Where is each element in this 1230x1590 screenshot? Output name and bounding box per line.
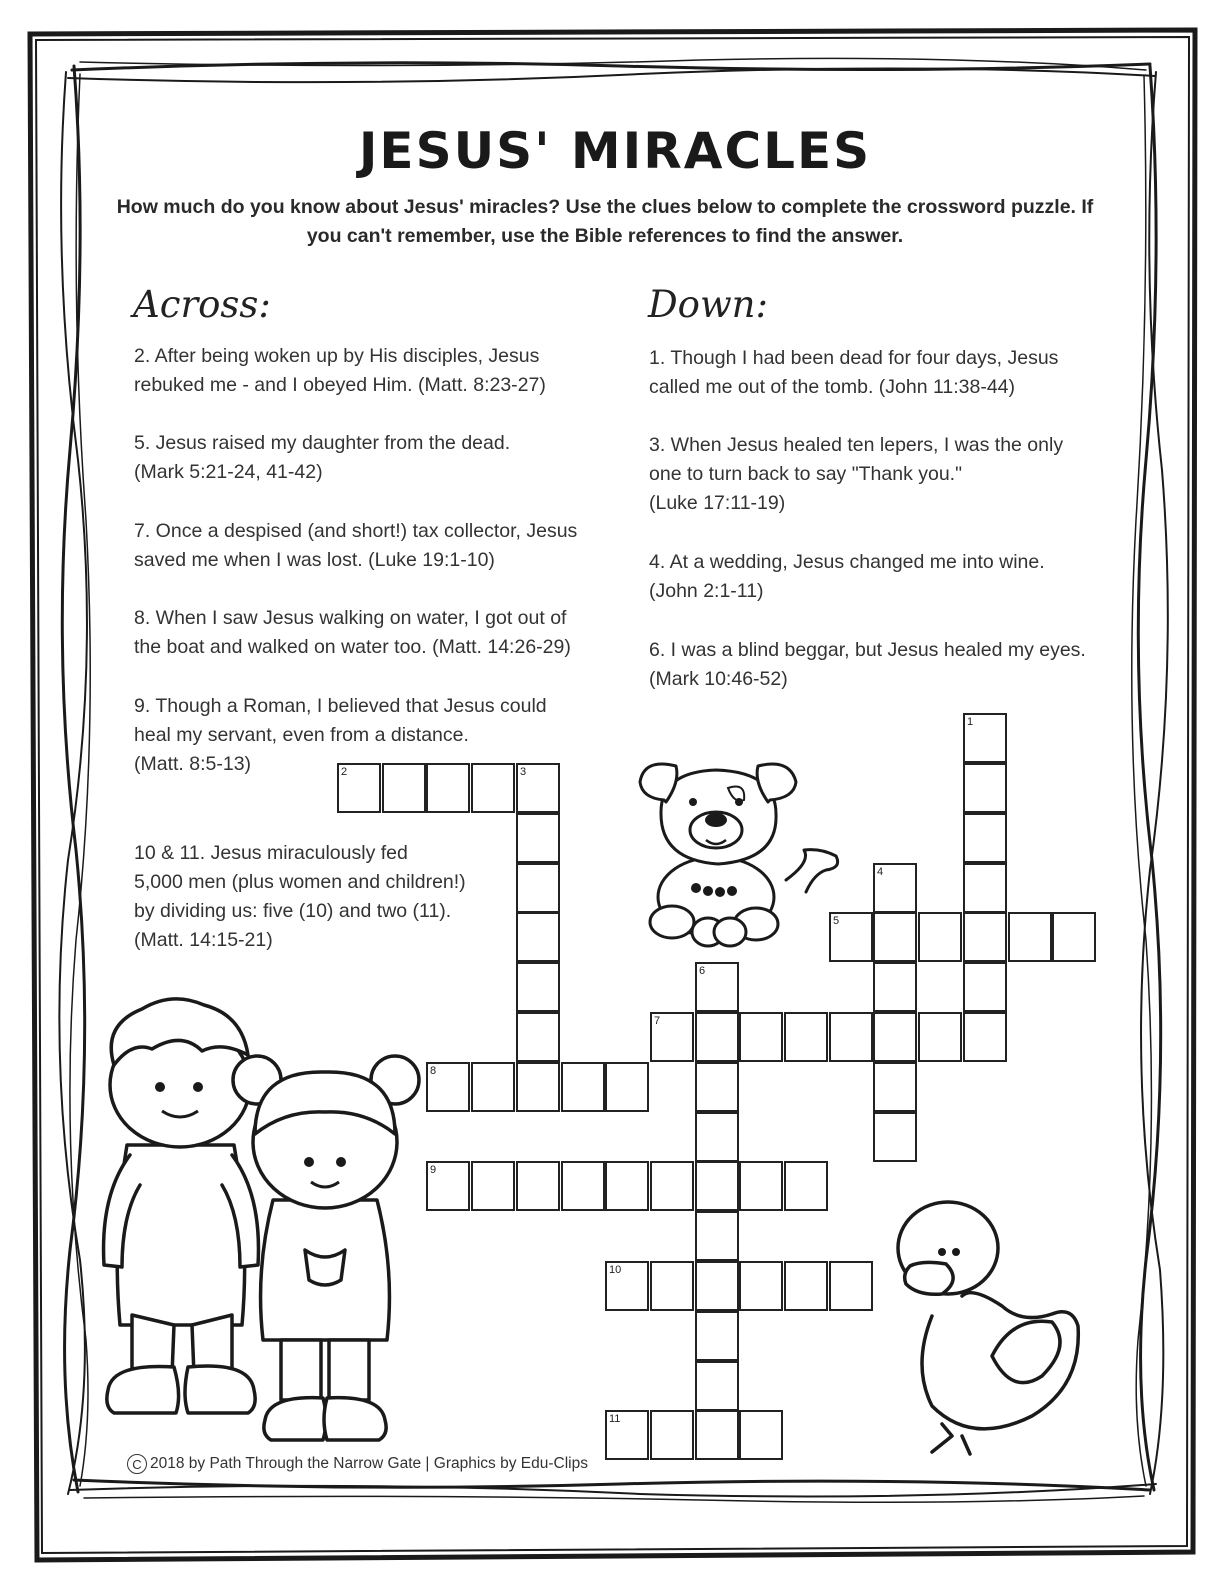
instructions: How much do you know about Jesus' miracles? Use the clues below to complete the crossword puzzle. If you can't remember, use the Bible references to find the answer. <box>116 196 1094 247</box>
crossword-cell[interactable] <box>784 1161 828 1211</box>
page-title: JESUS' MIRACLES <box>358 122 872 180</box>
crossword-cell[interactable] <box>1008 912 1052 962</box>
crossword-cell[interactable] <box>739 1410 783 1460</box>
clue-number: 8 <box>430 1065 437 1077</box>
crossword-cell[interactable] <box>516 912 560 962</box>
crossword-cell[interactable] <box>471 763 515 813</box>
crossword-cell[interactable] <box>650 1261 694 1311</box>
crossword-cell[interactable] <box>650 1012 694 1062</box>
crossword-cell[interactable] <box>963 813 1007 863</box>
down-clue-3: 3. When Jesus healed ten lepers, I was the only one to turn back to say "Thank you." (Luke 17:11-19) <box>649 434 1064 514</box>
down-heading: Down: <box>648 283 768 326</box>
crossword-cell[interactable] <box>695 1112 739 1162</box>
crossword-cell[interactable] <box>516 813 560 863</box>
crossword-cell[interactable] <box>471 1161 515 1211</box>
down-clue-1: 1. Though I had been dead for four days, Jesus called me out of the tomb. (John 11:38-44) <box>649 347 1059 398</box>
crossword-cell[interactable] <box>605 1261 649 1311</box>
crossword-cell[interactable] <box>426 763 470 813</box>
across-clue-8: 8. When I saw Jesus walking on water, I got out of the boat and walked on water too. (Matt. 14:26-29) <box>134 607 571 658</box>
crossword-cell[interactable] <box>829 1261 873 1311</box>
crossword-cell[interactable] <box>873 1012 917 1062</box>
crossword-cell[interactable] <box>784 1012 828 1062</box>
crossword-cell[interactable] <box>516 1012 560 1062</box>
crossword-cell[interactable] <box>516 863 560 913</box>
across-clue-9: 9. Though a Roman, I believed that Jesus could heal my servant, even from a distance. (Matt. 8:5-13) <box>134 695 547 775</box>
duck-illustration <box>892 1196 1087 1456</box>
crossword-cell[interactable] <box>963 763 1007 813</box>
clue-number: 6 <box>699 965 706 977</box>
crossword-cell[interactable] <box>695 1012 739 1062</box>
down-clue-6: 6. I was a blind beggar, but Jesus healed my eyes. (Mark 10:46-52) <box>649 639 1086 690</box>
crossword-cell[interactable] <box>695 1211 739 1261</box>
girl-illustration <box>225 1050 425 1445</box>
crossword-cell[interactable] <box>739 1012 783 1062</box>
crossword-cell[interactable] <box>516 962 560 1012</box>
across-clue-10-11: 10 & 11. Jesus miraculously fed 5,000 men (plus women and children!) by dividing us: five (10) and two (11). (Matt. 14:15-21) <box>134 842 466 951</box>
crossword-cell[interactable] <box>918 1012 962 1062</box>
crossword-cell[interactable] <box>739 1261 783 1311</box>
clue-number: 10 <box>609 1264 622 1276</box>
across-clue-5: 5. Jesus raised my daughter from the dead. (Mark 5:21-24, 41-42) <box>134 432 511 483</box>
copyright-text: 2018 by Path Through the Narrow Gate | Graphics by Edu-Clips <box>150 1455 588 1473</box>
crossword-cell[interactable] <box>605 1161 649 1211</box>
crossword-cell[interactable] <box>426 1161 470 1211</box>
crossword-cell[interactable] <box>471 1062 515 1112</box>
copyright <box>127 1454 588 1474</box>
crossword-cell[interactable] <box>516 1062 560 1112</box>
down-clue-4: 4. At a wedding, Jesus changed me into wine. (John 2:1-11) <box>649 551 1045 602</box>
crossword-cell[interactable] <box>695 1361 739 1411</box>
crossword-cell[interactable] <box>426 1062 470 1112</box>
across-clue-2: 2. After being woken up by His disciples, Jesus rebuked me - and I obeyed Him. (Matt. 8:23-27) <box>134 345 546 396</box>
crossword-cell[interactable] <box>1052 912 1096 962</box>
crossword-cell[interactable] <box>873 912 917 962</box>
crossword-cell[interactable] <box>873 863 917 913</box>
crossword-cell[interactable] <box>337 763 381 813</box>
crossword-cell[interactable] <box>873 1062 917 1112</box>
crossword-cell[interactable] <box>963 962 1007 1012</box>
clue-number: 7 <box>654 1015 661 1027</box>
crossword-cell[interactable] <box>605 1062 649 1112</box>
crossword-cell[interactable] <box>695 1062 739 1112</box>
crossword-cell[interactable] <box>605 1410 649 1460</box>
puppy-illustration <box>636 752 846 952</box>
crossword-cell[interactable] <box>739 1161 783 1211</box>
crossword-cell[interactable] <box>873 1112 917 1162</box>
copyright-icon: C <box>127 1454 147 1474</box>
crossword-cell[interactable] <box>873 962 917 1012</box>
clue-number: 5 <box>833 915 840 927</box>
crossword-cell[interactable] <box>829 912 873 962</box>
clue-number: 11 <box>609 1413 621 1425</box>
crossword-cell[interactable] <box>695 1410 739 1460</box>
clue-number: 9 <box>430 1164 437 1176</box>
crossword-cell[interactable] <box>695 1311 739 1361</box>
crossword-cell[interactable] <box>695 1261 739 1311</box>
across-heading: Across: <box>133 283 271 326</box>
crossword-cell[interactable] <box>918 912 962 962</box>
crossword-cell[interactable] <box>784 1261 828 1311</box>
crossword-cell[interactable] <box>561 1161 605 1211</box>
crossword-cell[interactable] <box>963 912 1007 962</box>
crossword-cell[interactable] <box>963 1012 1007 1062</box>
clue-number: 3 <box>520 766 527 778</box>
crossword-cell[interactable] <box>650 1161 694 1211</box>
clue-number: 2 <box>341 766 348 778</box>
clue-number: 1 <box>967 716 974 728</box>
crossword-cell[interactable] <box>963 863 1007 913</box>
crossword-cell[interactable] <box>695 962 739 1012</box>
crossword-cell[interactable] <box>561 1062 605 1112</box>
clue-number: 4 <box>877 866 884 878</box>
crossword-cell[interactable] <box>650 1410 694 1460</box>
across-clue-7: 7. Once a despised (and short!) tax collector, Jesus saved me when I was lost. (Luke 19:1-10) <box>134 520 578 571</box>
crossword-cell[interactable] <box>829 1012 873 1062</box>
crossword-cell[interactable] <box>516 1161 560 1211</box>
crossword-cell[interactable] <box>695 1161 739 1211</box>
crossword-cell[interactable] <box>382 763 426 813</box>
crossword-cell[interactable] <box>516 763 560 813</box>
crossword-cell[interactable] <box>963 713 1007 763</box>
